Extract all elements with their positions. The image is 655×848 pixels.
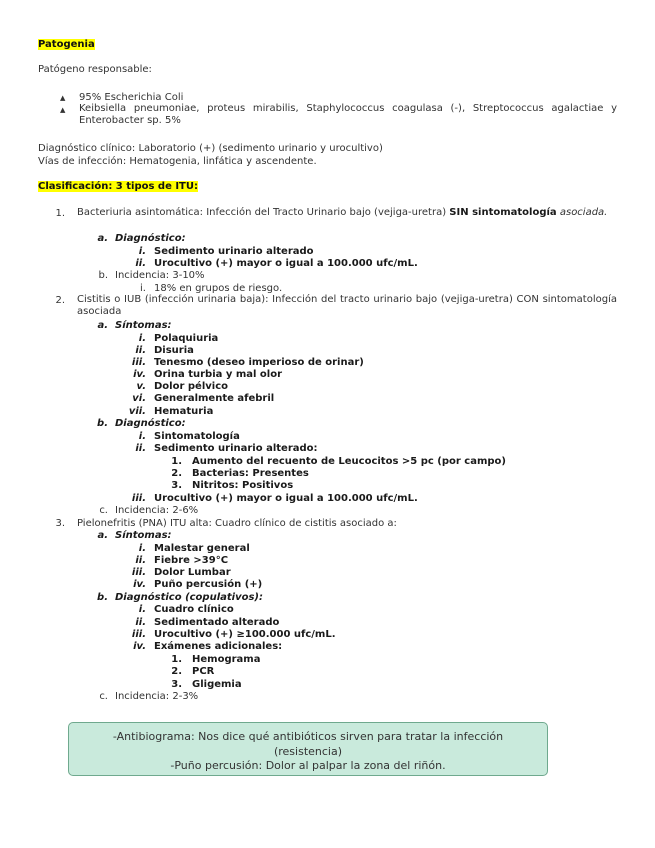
list-item: Aumento del recuento de Leucocitos >5 pc (por campo)	[192, 456, 506, 467]
diagnosis-line: Diagnóstico clínico: Laboratorio (+) (sedimento urinario y urocultivo)	[38, 143, 383, 154]
type-description: Cistitis o IUB (infección urinaria baja): Infección del tracto urinario bajo (vejiga-uretra) CON sintomatología asociada	[77, 294, 617, 318]
list-number: 1.	[171, 456, 182, 467]
list-item: Urocultivo (+) mayor o igual a 100.000 ufc/mL.	[154, 493, 418, 504]
list-item: Sedimento urinario alterado	[154, 246, 314, 257]
list-letter: c.	[99, 505, 108, 516]
list-item: Malestar general	[154, 543, 250, 554]
list-letter: a.	[97, 233, 108, 244]
list-item: Hemograma	[192, 654, 261, 665]
list-letter: a.	[97, 530, 108, 541]
list-number: 1.	[55, 208, 65, 219]
list-item: Urocultivo (+) ≥100.000 ufc/mL.	[154, 629, 336, 640]
type-description: Pielonefritis (PNA) ITU alta: Cuadro clínico de cistitis asociado a:	[77, 518, 397, 529]
list-number: 2.	[55, 295, 65, 306]
list-item: Nitritos: Positivos	[192, 480, 294, 491]
list-number: 2.	[171, 468, 182, 479]
list-roman: ii.	[135, 617, 146, 628]
list-roman: iv.	[133, 579, 146, 590]
note-line: -Puño percusión: Dolor al palpar la zona del riñón.	[170, 759, 446, 772]
pathogen-label: Patógeno responsable:	[38, 64, 152, 75]
list-item: Sintomatología	[154, 431, 240, 442]
list-letter: a.	[97, 320, 108, 331]
list-roman: ii.	[135, 345, 146, 356]
list-roman: i.	[138, 604, 146, 615]
list-item: Tenesmo (deseo imperioso de orinar)	[154, 357, 364, 368]
list-roman: iv.	[133, 369, 146, 380]
list-roman: iii.	[131, 357, 146, 368]
subsection-title: Diagnóstico:	[115, 418, 186, 429]
list-item: Bacterias: Presentes	[192, 468, 309, 479]
list-item: Polaquiuria	[154, 333, 219, 344]
list-roman: ii.	[135, 555, 146, 566]
list-letter: c.	[99, 691, 108, 702]
list-item: Hematuria	[154, 406, 214, 417]
list-item: Puño percusión (+)	[154, 579, 263, 590]
subsection-title: Síntomas:	[115, 320, 172, 331]
bullet-icon: ▲	[60, 106, 66, 114]
note-line: -Antibiograma: Nos dice qué antibióticos sirven para tratar la infección (resistencia)	[112, 730, 504, 758]
list-item: Disuria	[154, 345, 194, 356]
list-item: Fiebre >39°C	[154, 555, 229, 566]
list-item: Urocultivo (+) mayor o igual a 100.000 ufc/mL.	[154, 258, 418, 269]
list-roman: i.	[138, 246, 146, 257]
incidence: Incidencia: 2-3%	[115, 691, 199, 702]
routes-line: Vías de infección: Hematogenia, linfática y ascendente.	[38, 156, 317, 167]
list-item: Exámenes adicionales:	[154, 641, 283, 652]
list-letter: b.	[97, 592, 108, 603]
list-letter: b.	[97, 418, 108, 429]
list-item: Sedimento urinario alterado:	[154, 443, 318, 454]
type-description: Bacteriuria asintomática: Infección del Tracto Urinario bajo (vejiga-uretra) SIN sintomatología asociada.	[77, 207, 608, 218]
list-roman: vi.	[132, 393, 146, 404]
list-letter: b.	[98, 270, 108, 281]
pathogen-item: Keibsiella pneumoniae, proteus mirabilis, Staphylococcus coagulasa (-), Streptococcus agalactiae y Enterobacter sp. 5%	[79, 103, 617, 127]
list-number: 3.	[171, 480, 182, 491]
list-roman: iv.	[133, 641, 146, 652]
list-number: 2.	[171, 666, 182, 677]
list-roman: ii.	[135, 258, 146, 269]
list-item: Orina turbia y mal olor	[154, 369, 283, 380]
list-roman: i.	[138, 543, 146, 554]
list-roman: ii.	[135, 443, 146, 454]
section-title-patogenia: Patogenia	[38, 39, 95, 50]
subsection-title: Síntomas:	[115, 530, 172, 541]
list-item: PCR	[192, 666, 215, 677]
list-item: Cuadro clínico	[154, 604, 234, 615]
list-item: 18% en grupos de riesgo.	[154, 283, 283, 294]
incidence: Incidencia: 2-6%	[115, 505, 199, 516]
subsection-title: Diagnóstico (copulativos):	[115, 592, 264, 603]
list-roman: i.	[138, 431, 146, 442]
list-number: 1.	[171, 654, 182, 665]
list-item: Dolor Lumbar	[154, 567, 231, 578]
section-title-classification: Clasificación: 3 tipos de ITU:	[38, 181, 198, 192]
list-roman: i.	[140, 283, 146, 294]
incidence: Incidencia: 3-10%	[115, 270, 205, 281]
list-roman: iii.	[131, 567, 146, 578]
list-roman: iii.	[131, 493, 146, 504]
list-roman: v.	[136, 381, 146, 392]
list-number: 3.	[55, 518, 65, 529]
bullet-icon: ▲	[60, 94, 66, 102]
list-roman: vii.	[128, 406, 146, 417]
pathogen-item: 95% Escherichia Coli	[79, 92, 184, 103]
subsection-title: Diagnóstico:	[115, 233, 186, 244]
list-item: Gligemia	[192, 679, 242, 690]
list-item: Sedimentado alterado	[154, 617, 280, 628]
list-item: Dolor pélvico	[154, 381, 228, 392]
list-roman: iii.	[131, 629, 146, 640]
list-number: 3.	[171, 679, 182, 690]
list-item: Generalmente afebril	[154, 393, 275, 404]
note-box	[68, 722, 548, 776]
list-roman: i.	[138, 333, 146, 344]
